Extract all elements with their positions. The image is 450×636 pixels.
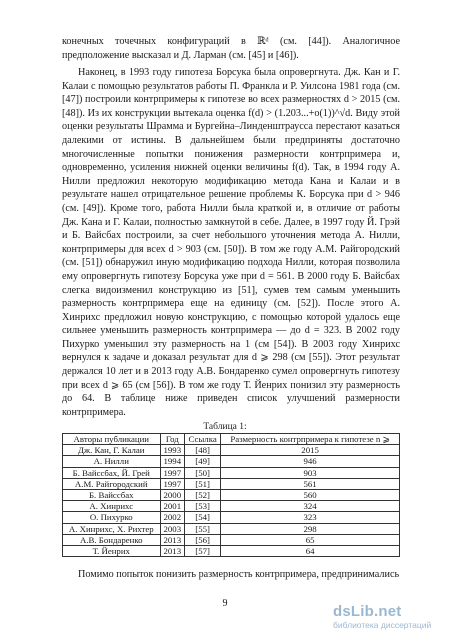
paragraph-history: Наконец, в 1993 году гипотеза Борсука была опровергнута. Дж. Кан и Г. Калаи с помощью результатов работы П. Франкла и Р. Уилсона 1981 года (см. [47]) построили контрпримеры к гипотезе во всех размерностях d > 2015 (см. [48]). Из их конструкции вытекала оценка f(d) > (1.203...+o(1))^√d. Виду этой оценки результаты Шрамма и Бургейна–Линденштраусса перестают казаться далекими от истины. В дальнейшем были предприняты достаточно многочисленные попытки понижения размерности контрпримера и, одновременно, усиления нижней оценки величины f(d). Так, в 1994 году А. Нилли предложил некоторую модификацию метода Кана и Калаи и в результате нашел отрицательное решение проблемы К. Борсука при d > 946 (см. [49]). Кроме того, работа Нилли была краткой и, в отличие от работы Дж. Кана и Г. Калаи, полностью замкнутой в себе. Далее, в 1997 году Й. Грэй и Б. Вайсбах построили, за счет небольшого уточнения метода А. Нилли, контрпримеры для всех d > 903 (см. [50]). В том же году А.М. Райгородский (см. [51]) обнаружил иную модификацию подхода Нилли, которая позволила ему опровергнуть гипотезу Борсука уже при d = 561. В 2000 году Б. Вайсбах слегка видоизменил конструкцию из [51], сумев тем самым уменьшить размерность контрпримера еще на единицу (см. [52]). После этого А. Хинрихс предложил новую конструкцию, с помощью которой удалось еще сильнее уменьшить размерность контрпримера — до d = 323. В 2002 году Пихурко уменьшил эту размерность на 1 (см [54]). В 2003 году Хинрихс вернулся к задаче и доказал результат для d ⩾ 298 (см [55]). Этот результат держался 10 лет и в 2013 году А.В. Бондаренко сумел опровергнуть гипотезу при всех d ⩾ 65 (см [56]). В том же году Т. Йенрих понизил эту размерность до 64. В таблице ниже приведен список улучшений размерности контрпримера.: [62, 67, 400, 418]
cell-ref: [52]: [185, 490, 221, 501]
table-row: [63, 546, 400, 557]
table-caption: Таблица 1:: [203, 422, 247, 432]
cell-author: А.В. Бондаренко: [63, 534, 161, 545]
cell-author: Дж. Кан, Г. Калаи: [63, 445, 161, 456]
cell-ref: [57]: [185, 546, 221, 557]
cell-dim: 324: [221, 501, 400, 512]
cell-dim: 65: [221, 534, 400, 545]
table-header-row: [63, 434, 400, 445]
cell-ref: [53]: [185, 501, 221, 512]
table-row: [63, 512, 400, 523]
cell-dim: 946: [221, 456, 400, 467]
table-row: [63, 467, 400, 478]
table-row: [63, 456, 400, 467]
table-row: [63, 478, 400, 489]
watermark-logo[interactable]: [333, 603, 445, 629]
header-year: Год: [160, 434, 185, 445]
table-row: [63, 534, 400, 545]
cell-ref: [51]: [185, 478, 221, 489]
cell-year: 1997: [160, 467, 185, 478]
cell-dim: 560: [221, 490, 400, 501]
cell-author: А.М. Райгородский: [63, 478, 161, 489]
cell-year: 1994: [160, 456, 185, 467]
cell-dim: 561: [221, 478, 400, 489]
table-row: [63, 490, 400, 501]
header-authors: Авторы публикации: [63, 434, 161, 445]
cell-ref: [54]: [185, 512, 221, 523]
cell-author: А. Хинрихс, Х. Рихтер: [63, 523, 161, 534]
table-row: [63, 523, 400, 534]
cell-year: 2001: [160, 501, 185, 512]
cell-year: 2002: [160, 512, 185, 523]
paragraph-continuation: Помимо попыток понизить размерность контрпримера, предпринимались: [78, 569, 400, 580]
paragraph-intro: конечных точечных конфигураций в ℝᵈ (см. [44]). Аналогичное предположение высказал и Д. Ларман (см. [45] и [46]).: [62, 36, 400, 61]
cell-dim: 298: [221, 523, 400, 534]
cell-ref: [48]: [185, 445, 221, 456]
cell-dim: 323: [221, 512, 400, 523]
cell-author: Б. Вайсcбах, Й. Грей: [63, 467, 161, 478]
cell-dim: 64: [221, 546, 400, 557]
cell-dim: 2015: [221, 445, 400, 456]
counterexample-table: [62, 433, 400, 557]
cell-author: Б. Вайсcбах: [63, 490, 161, 501]
header-dimension: Размерность контрпримера к гипотезе n ⩾: [221, 434, 400, 445]
table-row: [63, 501, 400, 512]
cell-author: Т. Йенрих: [63, 546, 161, 557]
cell-year: 2003: [160, 523, 185, 534]
cell-author: А. Нилли: [63, 456, 161, 467]
cell-year: 2013: [160, 546, 185, 557]
watermark-main-text: dsLib.net: [333, 603, 402, 620]
cell-year: 2013: [160, 534, 185, 545]
cell-author: О. Пихурко: [63, 512, 161, 523]
header-reference: Ссылка: [185, 434, 221, 445]
cell-year: 2000: [160, 490, 185, 501]
cell-ref: [56]: [185, 534, 221, 545]
cell-year: 1993: [160, 445, 185, 456]
cell-dim: 903: [221, 467, 400, 478]
cell-year: 1997: [160, 478, 185, 489]
watermark-sub-text: библиотека диссертаций: [333, 620, 432, 630]
cell-author: А. Хинрихс: [63, 501, 161, 512]
cell-ref: [50]: [185, 467, 221, 478]
page-number: 9: [222, 598, 228, 609]
table-row: [63, 445, 400, 456]
cell-ref: [55]: [185, 523, 221, 534]
cell-ref: [49]: [185, 456, 221, 467]
